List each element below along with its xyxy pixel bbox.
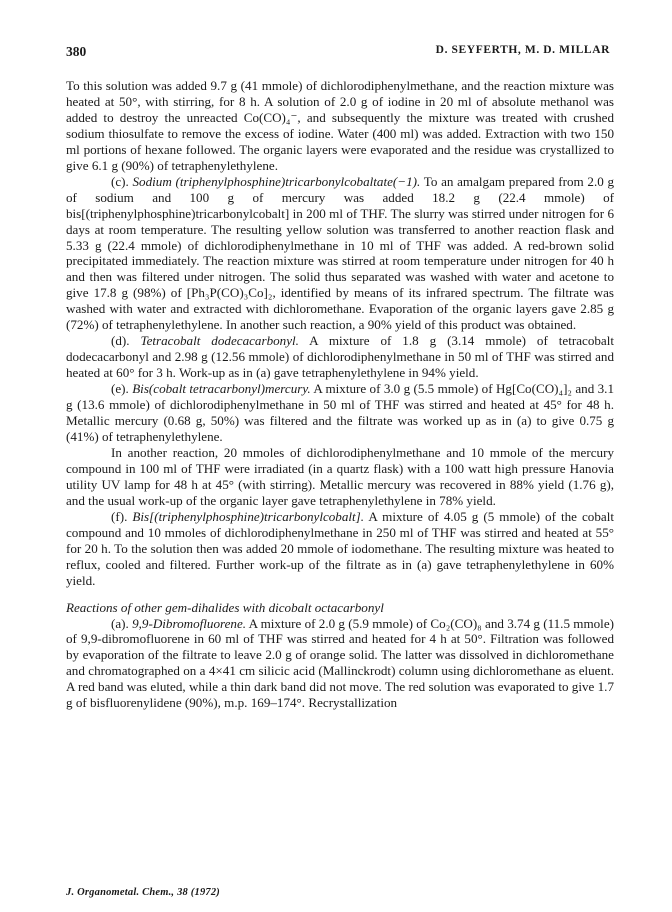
paragraph-e bbox=[66, 381, 614, 445]
article-body bbox=[66, 78, 614, 711]
label-d: (d). bbox=[111, 333, 130, 349]
title-d: Tetracobalt dodecacarbonyl. bbox=[140, 333, 299, 349]
paragraph-e2: In another reaction, 20 mmoles of dichlorodiphenylmethane and 10 mmole of the mercury compound in 100 ml of THF were irradiated (in a quartz flask) with a 100 watt high pressure Hanovia utility UV lamp for 48 h at 45° (with stirring). Metallic mercury was recovered in 88% yield (1.76 g), and the usual work-up of the organic layer gave tetraphenylethylene in 78% yield. bbox=[66, 444, 614, 508]
title-f: Bis[(triphenylphosphine)tricarbonylcobalt]. bbox=[132, 508, 365, 524]
label-f: (f). bbox=[111, 508, 128, 524]
paragraph-s-a bbox=[66, 616, 614, 712]
label-c: (c). bbox=[111, 173, 129, 189]
text-d: A mixture of 1.8 g (3.14 mmole) of tetracobalt dodecacarbonyl and 2.98 g (12.56 mmole) of dichlorodiphenylmethane in 50 ml of THF was stirred and heated at 60° for 3 h. Work-up as in (a) gave tetraphenylethylene in 94% yield. bbox=[66, 333, 614, 381]
page-header bbox=[66, 44, 610, 64]
text-s-a: A mixture of 2.0 g (5.9 mmole) of Co₂(CO)₈ and 3.74 g (11.5 mmole) of 9,9-dibromofluorene in 60 ml of THF was stirred and heated for 4 h at 50°. Filtration was followed by evaporation of the filtrate to leave 2.0 g of orange solid. The latter was dissolved in dichloromethane and chromatographed on a 4×41 cm silicic acid (Mallinckrodt) column using dichloromethane as eluent. A red band was eluted, while a thin dark band did not move. The red solution was evaporated to give 1.7 g of bisfluorenylidene (90%), m.p. 169–174°. Recrystallization bbox=[66, 615, 614, 711]
section-heading: Reactions of other gem-dihalides with dicobalt octacarbonyl bbox=[66, 599, 384, 615]
paragraph-f bbox=[66, 509, 614, 589]
text-e: A mixture of 3.0 g (5.5 mmole) of Hg[Co(CO)₄]₂ and 3.1 g (13.6 mmole) of dichlorodiphenylmethane in 50 ml of THF was stirred and heated at 45° for 48 h. Metallic mercury (0.68 g, 50%) was filtered and the filtrate was worked up as in (a) to give 0.75 g (41%) of tetraphenylethylene. bbox=[66, 381, 615, 444]
paragraph-c bbox=[66, 174, 614, 334]
title-e: Bis(cobalt tetracarbonyl)mercury. bbox=[132, 381, 311, 397]
label-s-a: (a). bbox=[111, 615, 129, 631]
page-number: 380 bbox=[66, 44, 87, 59]
text-f: A mixture of 4.05 g (5 mmole) of the cobalt compound and 10 mmoles of dichlorodiphenylmethane in 250 ml of THF was stirred and heated at 55° for 20 h. To the solution then was added 20 mmole of iodomethane. The resulting mixture was heated to reflux, cooled and filtered. Further work-up of the filtrate as in (a) gave tetraphenylethylene in 60% yield. bbox=[66, 508, 614, 588]
journal-footer: J. Organometal. Chem., 38 (1972) bbox=[66, 887, 220, 898]
label-e: (e). bbox=[111, 381, 129, 397]
title-s-a: 9,9-Dibromofluorene. bbox=[132, 615, 247, 631]
running-head-authors: D. SEYFERTH, M. D. MILLAR bbox=[435, 44, 610, 56]
title-c: Sodium (triphenylphosphine)tricarbonylcobaltate(−1). bbox=[132, 173, 421, 189]
paragraph-intro: To this solution was added 9.7 g (41 mmole) of dichlorodiphenylmethane, and the reaction mixture was heated at 50°, with stirring, for 8 h. A solution of 2.0 g of iodine in 20 ml of absolute methanol was added to destroy the unreacted Co(CO)₄⁻, and subsequently the mixture was treated with crushed sodium thiosulfate to remove the excess of iodine. Water (400 ml) was added. Extraction with two 150 ml portions of hexane followed. The organic layers were evaporated and the residue was crystallized to give 6.1 g (90%) of tetraphenylethylene. bbox=[66, 78, 614, 173]
text-c: To an amalgam prepared from 2.0 g of sodium and 100 g of mercury was added 18.2 g (22.4 mmole) of bis[(triphenylphosphine)tricarbonylcobalt] in 200 ml of THF. The slurry was stirred under nitrogen for 6 days at room temperature. The resulting yellow solution was transferred to another reaction flask and 5.33 g (22.4 mmole) of dichlorodiphenylmethane in 10 ml of THF was added. A red-brown solid precipitated immediately. The reaction mixture was stirred at room temperature under nitrogen for 40 h and then was filtered under nitrogen. The solid thus separated was washed with water and acetone to give 17.8 g (98%) of [Ph₃P(CO)₃Co]₂, identified by means of its infrared spectrum. The filtrate was washed with water and extracted with dichloromethane. Evaporation of the organic layers gave 2.85 g (72%) of tetraphenylethylene. In another such reaction, a 90% yield of this product was obtained. bbox=[66, 173, 614, 333]
paragraph-d bbox=[66, 333, 614, 381]
